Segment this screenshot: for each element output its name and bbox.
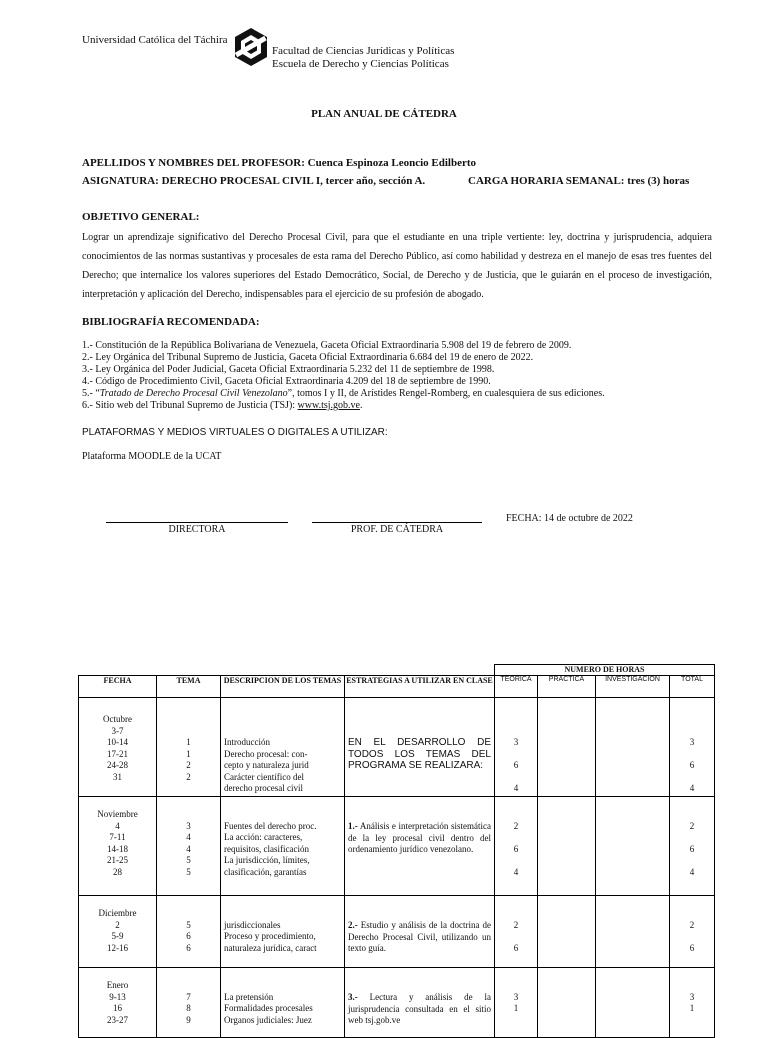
- hours-value: [495, 908, 537, 920]
- date-range: 5-9: [111, 931, 124, 941]
- col-header-descripcion: DESCRIPCION DE LOS TEMAS: [221, 676, 345, 698]
- hours-value: [495, 980, 537, 992]
- hours-value: 3: [689, 991, 695, 1002]
- date-range: 23-27: [107, 1014, 128, 1025]
- total-cell: [670, 968, 715, 1038]
- objective-text: Lograr un aprendizaje significativo del Derecho Procesal Civil, para que el estudiante en una triple vertiente: ley, doctrina y jurisprudencia, adquiera conocimientos de las normas sustantivas y procesales de esta rama del Derecho Público, así como habilidad y destreza en el manejo de esas tres fuentes del Derecho; que internalice los valores superiores del Estado Democrático, Social, de Derecho y de Justicia, que le guiarán en el proceso de investigación, interpretación y aplicación del Derecho, indispensables para el ejercicio de su profesión de abogado.: [82, 232, 712, 300]
- fecha-cell: [79, 968, 157, 1038]
- practica-cell: [538, 968, 596, 1038]
- date-range: 9-13: [109, 991, 126, 1002]
- date-range: 4: [115, 820, 120, 831]
- subject-value: DERECHO PROCESAL CIVIL I, tercer año, sección A.: [161, 175, 426, 187]
- date-range: 10-14: [107, 737, 128, 747]
- fecha-cell: [79, 896, 157, 968]
- hours-value: [495, 714, 537, 726]
- tema-number: 9: [186, 1014, 191, 1025]
- fecha-cell: [79, 797, 157, 896]
- tsj-website-link[interactable]: www.tsj.gob.ve: [297, 400, 360, 411]
- hours-value: 4: [689, 866, 695, 877]
- hours-value: 4: [689, 783, 695, 793]
- hours-value: 3: [689, 737, 695, 747]
- tema-number: 2: [186, 771, 191, 782]
- platforms-heading: PLATAFORMAS Y MEDIOS VIRTUALES O DIGITALES A UTILIZAR:: [82, 427, 388, 438]
- professor-name: Cuenca Espinoza Leoncio Edilberto: [307, 157, 477, 169]
- strategy-number: 3.-: [348, 992, 358, 1002]
- tema-number: 8: [186, 1003, 191, 1013]
- professor-signature-line: [312, 522, 482, 523]
- date-range: 3-7: [111, 725, 124, 736]
- teorica-cell: [495, 896, 538, 968]
- description-line: derecho procesal civil: [224, 783, 303, 793]
- descripcion-cell: [221, 698, 345, 797]
- description-line: La pretensión: [224, 991, 274, 1002]
- description-line: naturaleza jurídica, caract: [224, 942, 317, 953]
- bibliography-item-5-suffix: ”, tomos I y II, de Arístides Rengel-Romberg, en cualesquiera de sus ediciones.: [287, 388, 605, 399]
- hours-value: [670, 726, 714, 738]
- description-line: Derecho procesal: con-: [224, 748, 308, 759]
- col-header-estrategias: ESTRATEGIAS A UTILIZAR EN CLASE: [345, 676, 495, 698]
- bibliography-item: [82, 400, 605, 412]
- hours-value: 4: [513, 783, 519, 793]
- tema-number: 4: [186, 843, 191, 854]
- strategy-text: EN EL DESARROLLO DE TODOS LOS TEMAS DEL PROGRAMA SE REALIZARA:: [348, 737, 491, 771]
- estrategias-cell: [345, 797, 495, 896]
- tema-number: 4: [186, 832, 191, 842]
- month-label: Noviembre: [97, 809, 138, 819]
- date-range: 17-21: [107, 748, 128, 759]
- descripcion-cell: [221, 896, 345, 968]
- month-label: Octubre: [103, 714, 132, 724]
- tema-number: 2: [186, 760, 191, 770]
- description-line: requisitos, clasificación: [224, 843, 309, 854]
- tema-number: [157, 714, 220, 726]
- descripcion-cell: [221, 797, 345, 896]
- col-header-practica: PRACTICA: [538, 676, 596, 698]
- hours-value: 6: [513, 942, 519, 953]
- total-cell: [670, 698, 715, 797]
- bibliography-item: 2.- Ley Orgánica del Tribunal Supremo de Justicia, Gaceta Oficial Extraordinaria 6.684 del 19 de enero de 2022.: [82, 352, 534, 363]
- hours-value: 2: [689, 919, 695, 930]
- estrategias-cell: [345, 896, 495, 968]
- professor-signature-label: PROF. DE CÁTEDRA: [350, 524, 444, 535]
- description-line: [224, 714, 341, 726]
- estrategias-cell: [345, 698, 495, 797]
- descripcion-cell: [221, 968, 345, 1038]
- subject-label: ASIGNATURA:: [82, 175, 159, 187]
- university-name: Universidad Católica del Táchira: [82, 34, 228, 46]
- description-line: [224, 908, 341, 920]
- tema-number: 6: [186, 931, 191, 941]
- description-line: cepto y naturaleza jurid: [224, 760, 309, 770]
- faculty-block: [272, 45, 454, 71]
- faculty-name: Facultad de Ciencias Jurídicas y Políticas: [272, 45, 455, 57]
- col-header-teorica: TEORICA: [495, 676, 538, 698]
- bibliography-item-6-suffix: .: [359, 400, 363, 411]
- bibliography-item: 1.- Constitución de la República Bolivariana de Venezuela, Gaceta Oficial Extraordinaria 5.908 del 19 de febrero de 2009.: [82, 340, 572, 351]
- hours-value: [495, 749, 537, 761]
- hours-value: 6: [513, 843, 519, 854]
- university-logo-icon: [232, 27, 270, 67]
- hours-value: [495, 931, 537, 943]
- description-line: Proceso y procedimiento,: [224, 931, 316, 941]
- date-range: 12-16: [107, 942, 128, 953]
- hours-value: [670, 749, 714, 761]
- bibliography-item-5-title: Tratado de Derecho Procesal Civil Venezolano: [99, 388, 288, 399]
- description-line: Fuentes del derecho proc.: [224, 820, 317, 831]
- hours-value: 1: [513, 1003, 519, 1013]
- hours-value: [670, 980, 714, 992]
- date-range: 14-18: [107, 843, 128, 854]
- table-row: [79, 968, 715, 1038]
- bibliography-item-5-prefix: 5.- “: [82, 388, 100, 399]
- document-date: FECHA: 14 de octubre de 2022: [506, 513, 633, 524]
- professor-line: [82, 157, 476, 169]
- bibliography-item: 4.- Código de Procedimiento Civil, Gaceta Oficial Extraordinaria 4.209 del 18 de septiembre de 1990.: [82, 376, 491, 387]
- investigacion-cell: [596, 797, 670, 896]
- investigacion-cell: [596, 698, 670, 797]
- tema-cell: [157, 797, 221, 896]
- description-line: La jurisdicción, límites,: [224, 855, 310, 865]
- strategy-text: Lectura y análisis de la jurisprudencia consultada en el sitio web tsj.gob.ve: [348, 992, 491, 1025]
- hours-value: [495, 726, 537, 738]
- load-line: [468, 175, 689, 187]
- col-header-total: TOTAL: [670, 676, 715, 698]
- tema-cell: [157, 968, 221, 1038]
- practica-cell: [538, 698, 596, 797]
- date-range: 21-25: [107, 855, 128, 865]
- estrategias-cell: [345, 968, 495, 1038]
- hours-value: [670, 855, 714, 867]
- hours-value: 4: [513, 866, 519, 877]
- date-range: 24-28: [107, 760, 128, 770]
- teorica-cell: [495, 968, 538, 1038]
- hours-value: 6: [513, 760, 519, 770]
- date-range: 28: [113, 866, 122, 877]
- hours-value: [495, 832, 537, 844]
- practica-cell: [538, 797, 596, 896]
- hours-value: 3: [513, 991, 519, 1002]
- strategy-text: Análisis e interpretación sistemática de la ley procesal civil dentro del ordenamiento jurídico venezolano.: [348, 821, 491, 854]
- bibliography-heading: BIBLIOGRAFÍA RECOMENDADA:: [82, 316, 260, 328]
- teorica-cell: [495, 698, 538, 797]
- hours-value: [670, 714, 714, 726]
- month-label: Enero: [106, 980, 129, 990]
- subject-line: [82, 175, 425, 187]
- tema-number: 1: [186, 748, 191, 759]
- description-line: jurisdiccionales: [224, 919, 281, 930]
- hours-value: [670, 832, 714, 844]
- load-label: CARGA HORARIA SEMANAL:: [468, 175, 625, 187]
- tema-number: 5: [186, 866, 191, 877]
- description-line: Introducción: [224, 737, 270, 747]
- date-range: 7-11: [109, 832, 126, 842]
- tema-number: 6: [186, 942, 191, 953]
- date-range: 16: [113, 1003, 122, 1013]
- hours-value: 6: [689, 942, 695, 953]
- hours-value: [670, 772, 714, 784]
- page-title: PLAN ANUAL DE CÁTEDRA: [311, 108, 457, 120]
- tema-cell: [157, 698, 221, 797]
- col-header-investigacion: INVESTIGACION: [596, 676, 670, 698]
- tema-cell: [157, 896, 221, 968]
- date-range: 31: [113, 771, 122, 782]
- hours-value: [495, 772, 537, 784]
- practica-cell: [538, 896, 596, 968]
- table-row: [79, 896, 715, 968]
- strategy-number: 1.-: [348, 821, 358, 831]
- load-value: tres (3) horas: [627, 175, 690, 187]
- hours-value: 6: [689, 760, 695, 770]
- professor-label: APELLIDOS Y NOMBRES DEL PROFESOR:: [82, 157, 305, 169]
- bibliography-item: 3.- Ley Orgánica del Poder Judicial, Gaceta Oficial Extraordinaria 5.232 del 11 de septiembre de 1998.: [82, 364, 495, 375]
- tema-number: [157, 726, 220, 738]
- tema-number: 3: [186, 820, 191, 831]
- teorica-cell: [495, 797, 538, 896]
- hours-value: [495, 809, 537, 821]
- description-line: Formalidades procesales: [224, 1003, 313, 1013]
- strategy-text: Estudio y análisis de la doctrina de Derecho Procesal Civil, utilizando un texto guía.: [348, 920, 491, 953]
- col-header-fecha: FECHA: [79, 676, 157, 698]
- director-signature-line: [106, 522, 288, 523]
- director-label: DIRECTORA: [168, 524, 226, 535]
- total-cell: [670, 797, 715, 896]
- hours-value: [495, 855, 537, 867]
- hours-value: 6: [689, 843, 695, 854]
- description-line: [224, 980, 341, 992]
- hours-value: [670, 809, 714, 821]
- bibliography-item: [82, 388, 605, 400]
- description-line: La acción: caracteres,: [224, 832, 303, 842]
- tema-number: 7: [186, 991, 191, 1002]
- tema-number: [157, 980, 220, 992]
- hours-value: 1: [689, 1003, 695, 1013]
- table-row: [79, 698, 715, 797]
- objective-heading: OBJETIVO GENERAL:: [82, 211, 200, 223]
- tema-number: 5: [186, 855, 191, 865]
- description-line: Organos judiciales: Juez: [224, 1014, 312, 1025]
- description-line: [224, 726, 341, 738]
- col-header-tema: TEMA: [157, 676, 221, 698]
- platform-item: Plataforma MOODLE de la UCAT: [82, 451, 222, 462]
- description-line: [224, 809, 341, 821]
- investigacion-cell: [596, 896, 670, 968]
- investigacion-cell: [596, 968, 670, 1038]
- strategy-number: 2.-: [348, 920, 358, 930]
- bibliography-item-6-prefix: 6.- Sitio web del Tribunal Supremo de Justicia (TSJ):: [82, 400, 298, 411]
- tema-number: [157, 908, 220, 920]
- tema-number: 1: [186, 737, 191, 747]
- hours-value: 2: [689, 820, 695, 831]
- tema-number: 5: [186, 919, 191, 930]
- school-name: Escuela de Derecho y Ciencias Políticas: [272, 58, 449, 70]
- month-label: Diciembre: [98, 908, 137, 918]
- schedule-table: [78, 664, 715, 1038]
- description-line: Carácter científico del: [224, 771, 304, 782]
- hours-value: [670, 908, 714, 920]
- table-row: [79, 797, 715, 896]
- hours-value: [670, 931, 714, 943]
- bibliography-list: [82, 340, 605, 412]
- hours-value: 2: [513, 820, 519, 831]
- fecha-cell: [79, 698, 157, 797]
- hours-group-header: NUMERO DE HORAS: [495, 665, 715, 676]
- hours-value: 2: [513, 919, 519, 930]
- date-range: 2: [115, 919, 120, 930]
- hours-value: 3: [513, 737, 519, 747]
- tema-number: [157, 809, 220, 821]
- total-cell: [670, 896, 715, 968]
- description-line: clasificación, garantías: [224, 866, 307, 877]
